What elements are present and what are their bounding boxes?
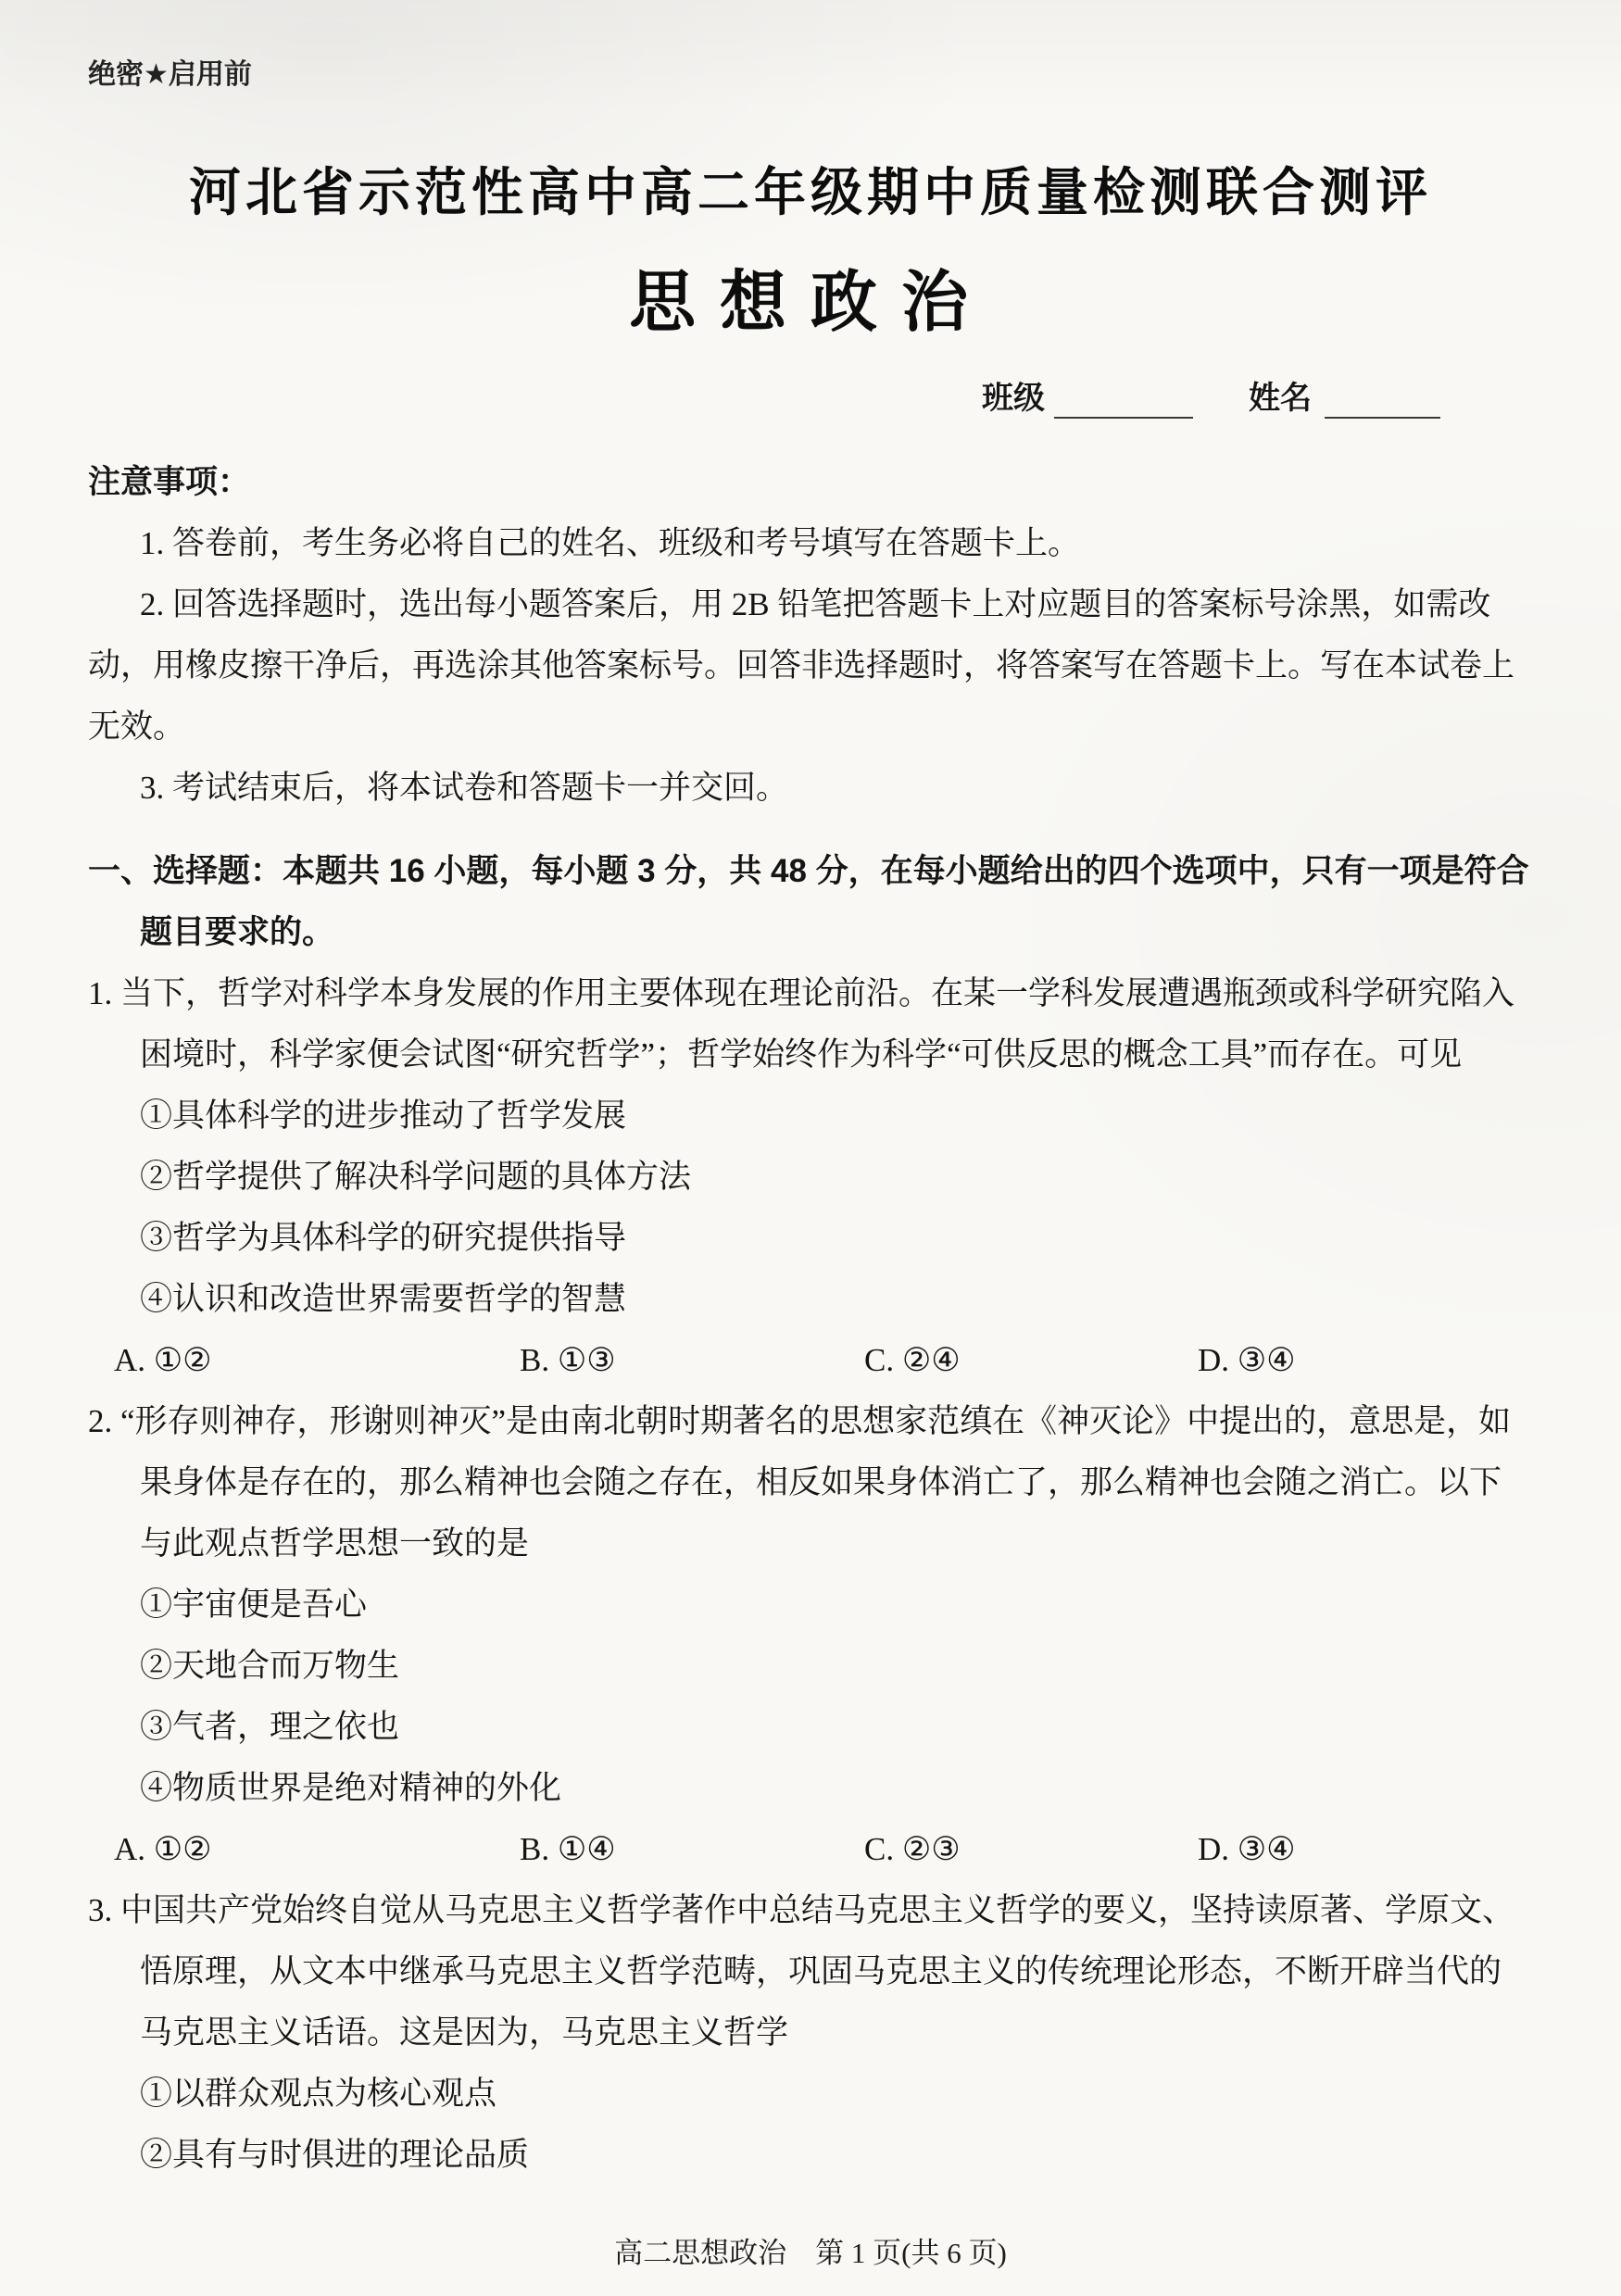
option-line: ③哲学为具体科学的研究提供指导 bbox=[140, 1220, 627, 1256]
question-options bbox=[88, 1085, 1533, 1330]
option-line: ①具体科学的进步推动了哲学发展 bbox=[140, 1098, 627, 1134]
choice-a: A. ①② bbox=[114, 1831, 212, 1867]
question-options bbox=[88, 2064, 1533, 2186]
notice-item: 2. 回答选择题时，选出每小题答案后，用 2B 铅笔把答题卡上对应题目的答案标号涂黑，如需改动，用橡皮擦干净后，再选涂其他答案标号。回答非选择题时，将答案写在答题卡上。写在本试卷上无效。 bbox=[88, 586, 1515, 745]
name-label: 姓名 bbox=[1249, 381, 1312, 416]
notice-item: 1. 答卷前，考生务必将自己的姓名、班级和考号填写在答题卡上。 bbox=[140, 525, 1081, 561]
option-line: ①宇宙便是吾心 bbox=[140, 1587, 368, 1623]
class-label: 班级 bbox=[982, 381, 1045, 416]
choice-c: C. ②③ bbox=[864, 1831, 961, 1867]
class-blank-line bbox=[1054, 380, 1193, 419]
choice-c: C. ②④ bbox=[864, 1342, 961, 1378]
choice-d: D. ③④ bbox=[1198, 1342, 1296, 1378]
question-stem: 1. 当下，哲学对科学本身发展的作用主要体现在理论前沿。在某一学科发展遭遇瓶颈或科学研究陷入困境时，科学家便会试图“研究哲学”；哲学始终作为科学“可供反思的概念工具”而存在。可见 bbox=[88, 975, 1515, 1073]
question-stem: 3. 中国共产党始终自觉从马克思主义哲学著作中总结马克思主义哲学的要义，坚持读原著、学原文、悟原理，从文本中继承马克思主义哲学范畴，巩固马克思主义的传统理论形态，不断开辟当代的马克思主义话语。这是因为，马克思主义哲学 bbox=[88, 1892, 1515, 2051]
option-line: ①以群众观点为核心观点 bbox=[140, 2076, 497, 2112]
exam-title: 河北省示范性高中高二年级期中质量检测联合测评 bbox=[189, 163, 1432, 221]
question-2 bbox=[88, 1391, 1533, 1880]
notice-heading: 注意事项： bbox=[88, 464, 251, 500]
choice-b: B. ①③ bbox=[520, 1342, 616, 1378]
subject-title: 思想政治 bbox=[628, 266, 992, 340]
option-line: ②哲学提供了解决科学问题的具体方法 bbox=[140, 1159, 692, 1195]
answer-choices-row bbox=[88, 1819, 1533, 1880]
question-options bbox=[88, 1575, 1533, 1819]
student-info-row bbox=[88, 378, 1440, 419]
option-line: ④物质世界是绝对精神的外化 bbox=[140, 1770, 562, 1806]
name-blank-line bbox=[1325, 380, 1440, 419]
choice-a: A. ①② bbox=[114, 1342, 212, 1378]
answer-choices-row bbox=[88, 1330, 1533, 1391]
option-line: ④认识和改造世界需要哲学的智慧 bbox=[140, 1281, 627, 1317]
question-1 bbox=[88, 963, 1533, 1391]
option-line: ③气者，理之依也 bbox=[140, 1709, 400, 1745]
option-line: ②具有与时俱进的理论品质 bbox=[140, 2137, 530, 2173]
question-3 bbox=[88, 1880, 1533, 2186]
notice-section bbox=[88, 452, 1533, 819]
notice-item: 3. 考试结束后，将本试卷和答题卡一并交回。 bbox=[140, 770, 789, 806]
option-line: ②天地合而万物生 bbox=[140, 1648, 400, 1684]
section-heading: 一、选择题：本题共 16 小题，每小题 3 分，共 48 分，在每小题给出的四个选项中，只有一项是符合题目要求的。 bbox=[88, 853, 1529, 950]
page-footer: 高二思想政治 第 1 页(共 6 页) bbox=[614, 2237, 1007, 2269]
choice-d: D. ③④ bbox=[1198, 1831, 1296, 1867]
choice-b: B. ①④ bbox=[520, 1831, 616, 1867]
classification-label: 绝密★启用前 bbox=[88, 59, 252, 90]
question-stem: 2. “形存则神存，形谢则神灭”是由南北朝时期著名的思想家范缜在《神灭论》中提出的，意思是，如果身体是存在的，那么精神也会随之存在，相反如果身体消亡了，那么精神也会随之消亡。以下与此观点哲学思想一致的是 bbox=[88, 1403, 1512, 1562]
